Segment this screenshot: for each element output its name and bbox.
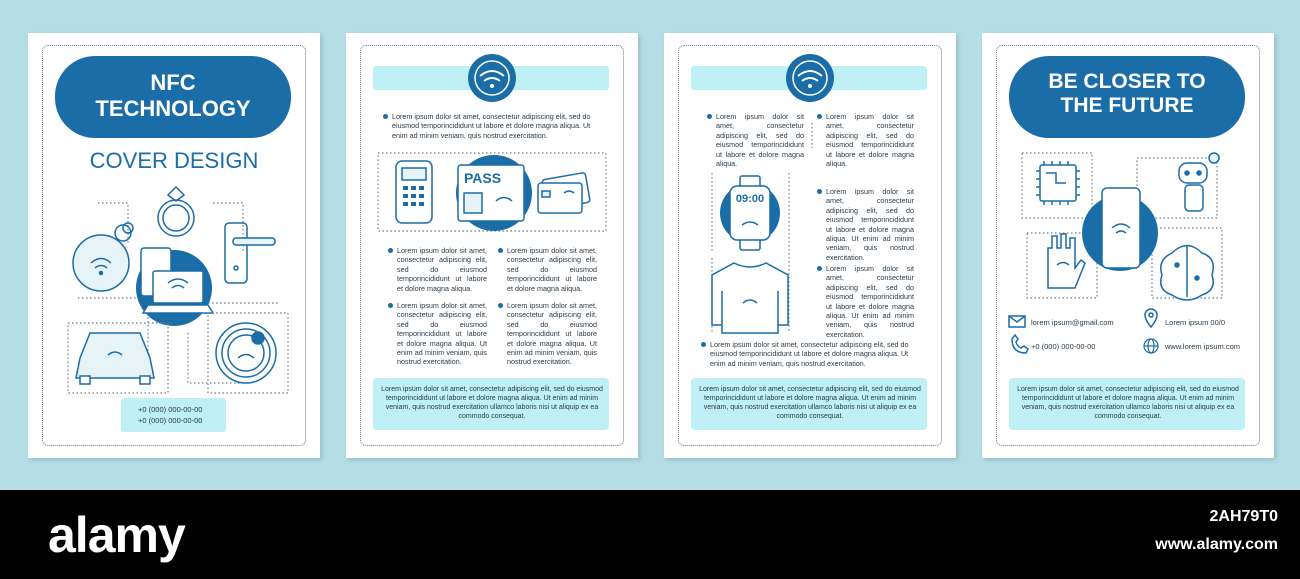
title-line-2: TECHNOLOGY xyxy=(95,96,251,121)
col2-text-b: Lorem ipsum dolor sit amet, consectetur adipiscing elit, sed do eiusmod temporincididunt ut labore et dolore magna aliqua. Ut enim ad minim veniam, quis nostrud exercitation. xyxy=(507,301,597,367)
payment-terminal-icon xyxy=(396,161,432,223)
left-text-1: Lorem ipsum dolor sit amet, consectetur adipiscing elit, sed do eiusmod temporincididunt ut labore et dolore magna aliqua. xyxy=(716,112,804,169)
footer-text: Lorem ipsum dolor sit amet, consectetur adipiscing elit, sed do eiusmod temporincididunt ut labore et dolore magna aliqua. Ut enim ad minim veniam, quis nostrud exercitation ullamco laboris nisi ut aliquip ex ea commodo consequat. xyxy=(699,386,921,420)
footer-text: Lorem ipsum dolor sit amet, consectetur adipiscing elit, sed do eiusmod temporincididunt ut labore et dolore magna aliqua. Ut enim ad minim veniam, quis nostrud exercitation ullamco laboris nisi ut aliquip ex ea commodo consequat. xyxy=(1017,386,1239,420)
title-line-1: BE CLOSER TO xyxy=(1048,70,1206,93)
location-pin-icon xyxy=(1145,309,1157,327)
robot-icon xyxy=(1179,153,1219,211)
right-text-1: Lorem ipsum dolor sit amet, consectetur adipiscing elit, sed do eiusmod temporincididunt ut labore et dolore magna aliqua. xyxy=(826,112,914,169)
car-icon xyxy=(76,333,154,384)
page-cover xyxy=(28,33,320,458)
page-future xyxy=(982,33,1274,458)
phone-number-1: +0 (000) 000-00-00 xyxy=(138,405,203,414)
mail-icon xyxy=(1009,316,1025,327)
title-line-1: NFC xyxy=(150,70,196,95)
nfc-wifi-icon xyxy=(73,223,133,291)
image-id: 2AH79T0 xyxy=(1209,508,1278,525)
subtitle: COVER DESIGN xyxy=(89,148,259,173)
credit-card-icon xyxy=(538,172,590,213)
chip-icon xyxy=(1036,161,1080,205)
pass-label: PASS xyxy=(464,170,502,186)
page-wearables xyxy=(664,33,956,458)
watch-time: 09:00 xyxy=(735,193,765,205)
laptop-icon xyxy=(143,271,213,313)
title-line-2: THE FUTURE xyxy=(1060,94,1194,117)
nfc-sticker-icon xyxy=(216,323,276,383)
website-text: www.lorem ipsum.com xyxy=(1165,342,1241,351)
ring-icon xyxy=(158,187,194,236)
address-text: Lorem ipsum 00/0 xyxy=(1165,318,1226,327)
watermark-bar xyxy=(0,490,1300,579)
alamy-site: www.alamy.com xyxy=(1155,536,1278,553)
nfc-wifi-icon xyxy=(786,54,834,102)
col1-text-b: Lorem ipsum dolor sit amet, consectetur adipiscing elit, sed do eiusmod temporincididunt ut labore et dolore magna aliqua. Ut enim ad minim veniam, quis nostrud exercitation. xyxy=(397,301,487,367)
nfc-wifi-icon xyxy=(468,54,516,102)
email-text: lorem ipsum@gmail.com xyxy=(1031,318,1114,327)
page-payments xyxy=(346,33,638,458)
smartphone-icon xyxy=(1102,188,1140,268)
globe-icon xyxy=(1144,339,1158,353)
right-text-2: Lorem ipsum dolor sit amet, consectetur adipiscing elit, sed do eiusmod temporincididunt ut labore et dolore magna aliqua. Ut enim ad minim veniam, quis nostrud exercitation. xyxy=(826,187,914,262)
phone-text: +0 (000) 000-00-00 xyxy=(1031,342,1096,351)
smartwatch-icon xyxy=(730,176,770,250)
sweater-icon xyxy=(712,263,788,333)
wide-text: Lorem ipsum dolor sit amet, consectetur adipiscing elit, sed do eiusmod temporincididunt ut labore et dolore magna aliqua. Ut enim ad minim veniam, quis nostrud exercitation. xyxy=(710,340,925,368)
intro-text: Lorem ipsum dolor sit amet, consectetur adipiscing elit, sed do eiusmod temporincididunt ut labore et dolore magna aliqua. Ut enim ad minim veniam, quis nostrud exercitation. xyxy=(392,112,607,140)
phone-icon xyxy=(1012,335,1028,353)
hand-icon xyxy=(1048,234,1085,288)
col2-text-a: Lorem ipsum dolor sit amet, consectetur adipiscing elit, sed do eiusmod temporincididunt ut labore et dolore magna aliqua. xyxy=(507,246,597,293)
col1-text-a: Lorem ipsum dolor sit amet, consectetur adipiscing elit, sed do eiusmod temporincididunt ut labore et dolore magna aliqua. xyxy=(397,246,487,293)
right-text-3: Lorem ipsum dolor sit amet, consectetur adipiscing elit, sed do eiusmod temporincididunt ut labore et dolore magna aliqua. Ut enim ad minim veniam, quis nostrud exercitation. xyxy=(826,264,914,339)
brain-icon xyxy=(1161,245,1214,300)
cover-illustration xyxy=(28,33,320,458)
phone-number-2: +0 (000) 000-00-00 xyxy=(138,416,203,425)
alamy-logo: alamy xyxy=(48,507,185,563)
footer-text: Lorem ipsum dolor sit amet, consectetur adipiscing elit, sed do eiusmod temporincididunt ut labore et dolore magna aliqua. Ut enim ad minim veniam, quis nostrud exercitation ullamco laboris nisi ut aliquip ex ea commodo consequat. xyxy=(381,386,603,420)
phone-band xyxy=(121,398,226,432)
door-handle-icon xyxy=(225,223,275,283)
